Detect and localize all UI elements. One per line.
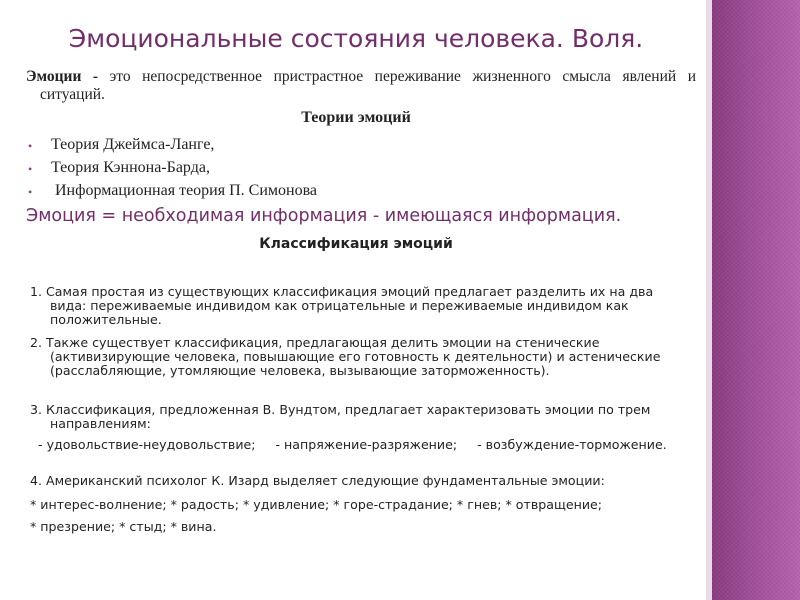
slide-title: Эмоциональные состояния человека. Воля.	[68, 24, 644, 53]
paragraph-text: 1. Самая простая из существующих классификация эмоций предлагает разделить их на два вида: переживаемые индивидом как отрицательные и переживаемые индивидом как положительные.	[30, 284, 654, 327]
paragraph-text: 4. Американский психолог К. Изард выделяет следующие фундаментальные эмоции:	[30, 473, 605, 488]
definition	[26, 68, 696, 104]
classification-paragraph-1	[30, 285, 690, 327]
classification-paragraph-2	[30, 336, 690, 378]
definition-text	[26, 68, 696, 103]
theories-heading: Теории эмоций	[301, 109, 411, 126]
decorative-sidebar	[712, 0, 800, 600]
theory-label: Информационная теория П. Симонова	[51, 182, 318, 199]
izard-emotions-line-1: * интерес-волнение; * радость; * удивление; * горе-страдание; * гнев; * отвращение;	[30, 497, 602, 512]
classification-heading: Классификация эмоций	[259, 236, 453, 252]
bullet-icon: •	[28, 139, 33, 153]
paragraph-text: 3. Классификация, предложенная В. Вундтом, предлагает характеризовать эмоции по трем направлениям:	[30, 402, 651, 431]
bullet-icon: •	[28, 162, 33, 176]
theory-label: Теория Джеймса-Ланге,	[51, 136, 215, 153]
izard-emotions-line-2: * презрение; * стыд; * вина.	[30, 519, 217, 534]
list-item	[26, 136, 317, 159]
theories-list	[26, 136, 317, 205]
theory-label: Теория Кэннона-Барда,	[51, 159, 210, 176]
emotion-formula: Эмоция = необходимая информация - имеющаяся информация.	[26, 206, 622, 226]
paragraph-text: - удовольствие-неудовольствие; - напряжение-разряжение; - возбуждение-торможение.	[30, 437, 667, 452]
definition-term: Эмоции -	[26, 68, 99, 85]
classification-paragraph-3	[30, 403, 690, 431]
list-item	[26, 182, 317, 205]
wundt-directions	[30, 438, 690, 452]
paragraph-text: 2. Также существует классификация, предлагающая делить эмоции на стенические (активизирующие человека, повышающие его готовность к деятельности) и астенические (расслабляющие, утомляющие человека, вызывающие заторможенность).	[30, 335, 661, 378]
bullet-icon: •	[28, 185, 33, 199]
definition-body: это непосредственное пристрастное переживание жизненного смысла явлений и ситуаций.	[40, 68, 696, 103]
classification-paragraph-4	[30, 474, 690, 488]
list-item	[26, 159, 317, 182]
